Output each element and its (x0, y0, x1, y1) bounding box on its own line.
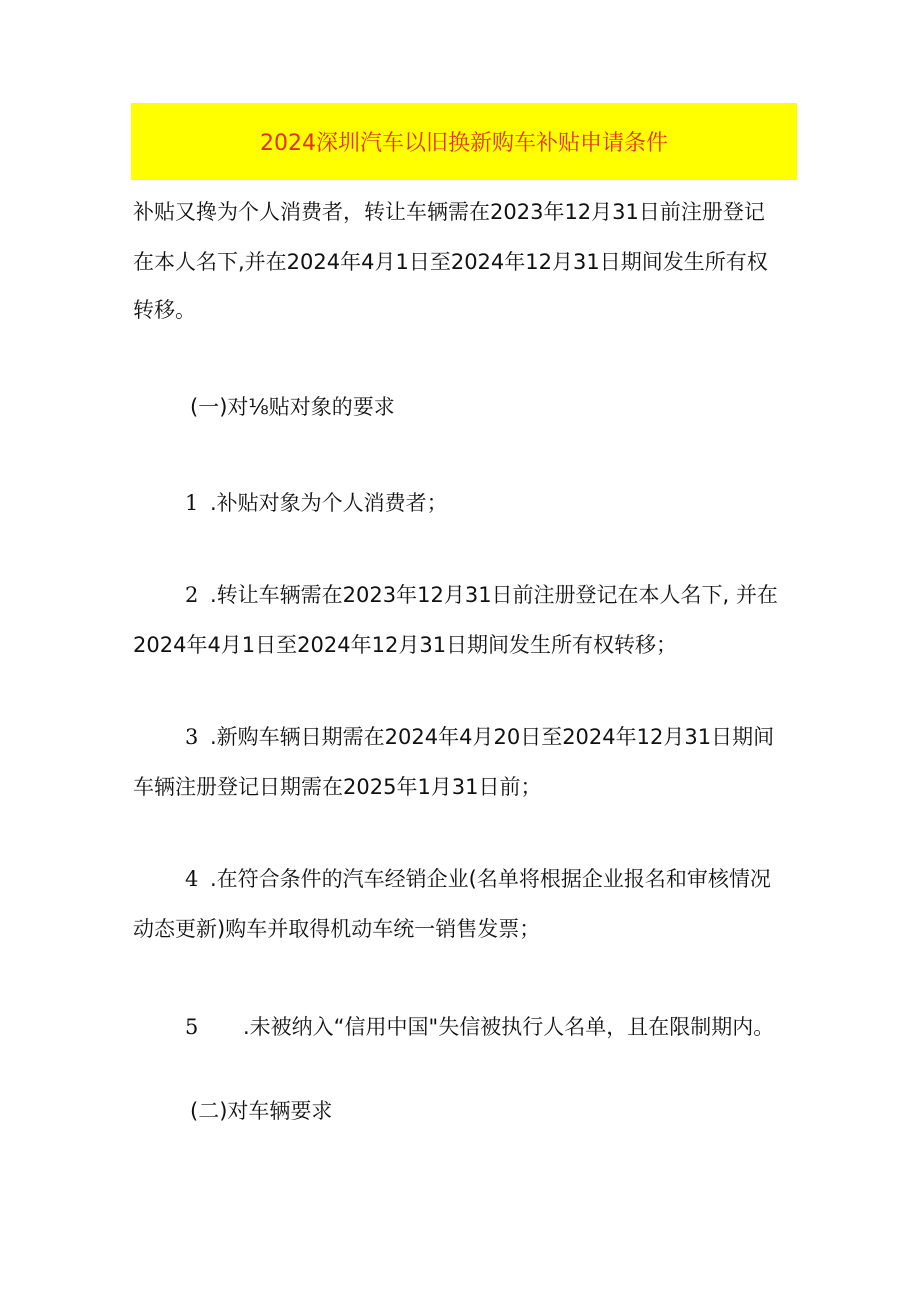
list-item-text-continued: 2024年4月1日至2024年12月31日期间发生所有权转移； (133, 633, 678, 657)
list-item-number: 5 (185, 1015, 199, 1039)
list-item-text: .新购车辆日期需在2024年4月20日至2024年12月31日期间 (210, 725, 775, 749)
list-item-text: .补贴对象为个人消费者； (210, 491, 448, 515)
list-item-text: .转让车辆需在2023年12月31日前注册登记在本人名下, 并在 (210, 583, 778, 607)
list-item-number: 1 (185, 491, 199, 515)
title-banner (131, 103, 797, 180)
intro-line-2: 在本人名下,并在2024年4月1日至2024年12月31日期间发生所有权 (133, 250, 768, 274)
list-item-text: .未被纳入“信用中国"失信被执行人名单，且在限制期内。 (243, 1015, 775, 1039)
list-item-text: .在符合条件的汽车经销企业(名单将根据企业报名和审核情况 (210, 867, 771, 891)
list-item-text-continued: 车辆注册登记日期需在2025年1月31日前； (133, 775, 542, 799)
document-title: 2024深圳汽车以旧换新购车补贴申请条件 (260, 131, 668, 156)
list-item-number: 3 (185, 725, 199, 749)
section-heading-subsidy-target: (一)对⅛贴对象的要求 (190, 395, 395, 419)
list-item-number: 4 (185, 867, 199, 891)
list-item-text-continued: 动态更新)购车并取得机动车统一销售发票； (133, 917, 541, 941)
section-heading-vehicle-requirements: (二)对车辆要求 (190, 1099, 333, 1123)
list-item-number: 2 (185, 583, 199, 607)
intro-line-3: 转移。 (133, 298, 196, 322)
intro-line-1: 补贴又搀为个人消费者，转让车辆需在2023年12月31日前注册登记 (133, 200, 765, 224)
